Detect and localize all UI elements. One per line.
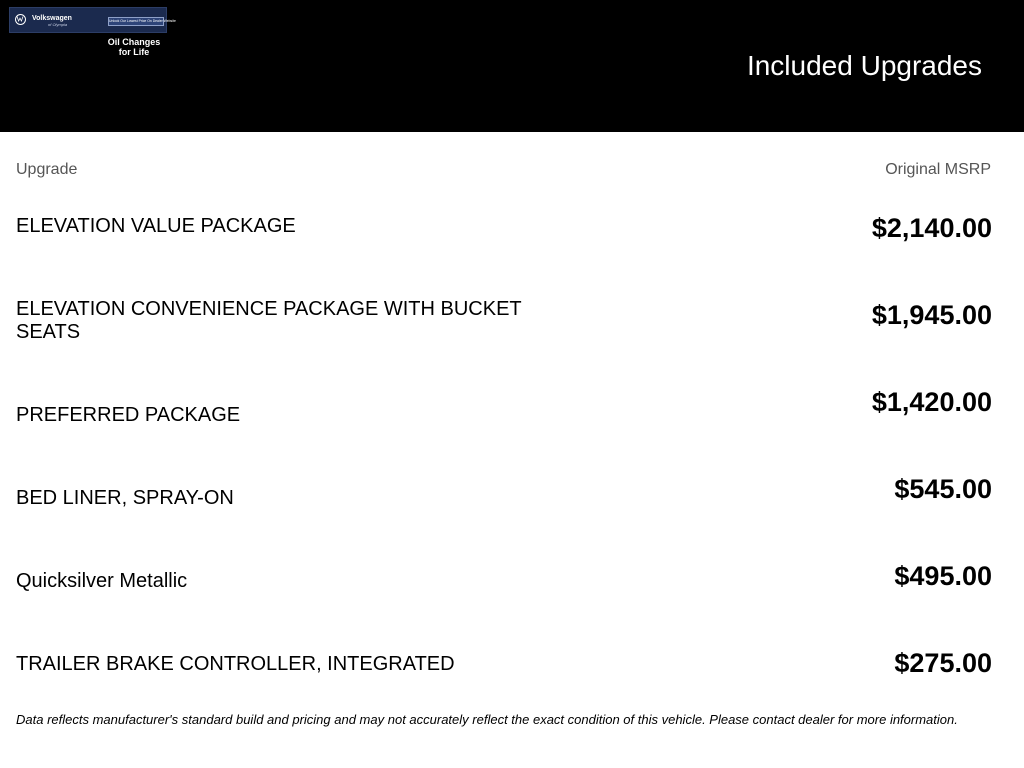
upgrade-name: ELEVATION VALUE PACKAGE xyxy=(16,215,296,237)
unlock-price-button[interactable]: Unlock Our Lowest Price On Dealer Website xyxy=(108,17,164,26)
msrp-column-header: Original MSRP xyxy=(885,161,991,178)
pricing-disclaimer: Data reflects manufacturer's standard build and pricing and may not accurately reflect the exact condition of this vehicle. Please contact dealer for more information. xyxy=(16,712,958,727)
oil-changes-tagline: Oil Changes for Life xyxy=(107,37,161,57)
vw-logo-icon xyxy=(15,14,26,25)
upgrade-column-header: Upgrade xyxy=(16,161,78,178)
upgrade-name: BED LINER, SPRAY-ON xyxy=(16,487,234,509)
dealer-banner[interactable] xyxy=(9,7,176,33)
upgrade-name: PREFERRED PACKAGE xyxy=(16,404,241,426)
upgrade-price: $275.00 xyxy=(894,648,992,678)
upgrade-price: $1,945.00 xyxy=(871,300,992,330)
upgrade-price: $1,420.00 xyxy=(871,387,992,417)
page-title: Included Upgrades xyxy=(746,50,982,81)
upgrade-name: ELEVATION CONVENIENCE PACKAGE WITH BUCKET SEATS xyxy=(16,298,522,343)
upgrade-name: TRAILER BRAKE CONTROLLER, INTEGRATED xyxy=(16,653,455,675)
dealer-brand-name: Volkswagen xyxy=(32,15,72,22)
page-header xyxy=(0,0,1024,132)
upgrade-price: $495.00 xyxy=(894,561,992,591)
dealer-location: of Olympia xyxy=(48,22,68,27)
upgrade-name: Quicksilver Metallic xyxy=(16,570,188,592)
upgrade-price: $545.00 xyxy=(894,474,992,504)
upgrade-price: $2,140.00 xyxy=(871,213,992,243)
